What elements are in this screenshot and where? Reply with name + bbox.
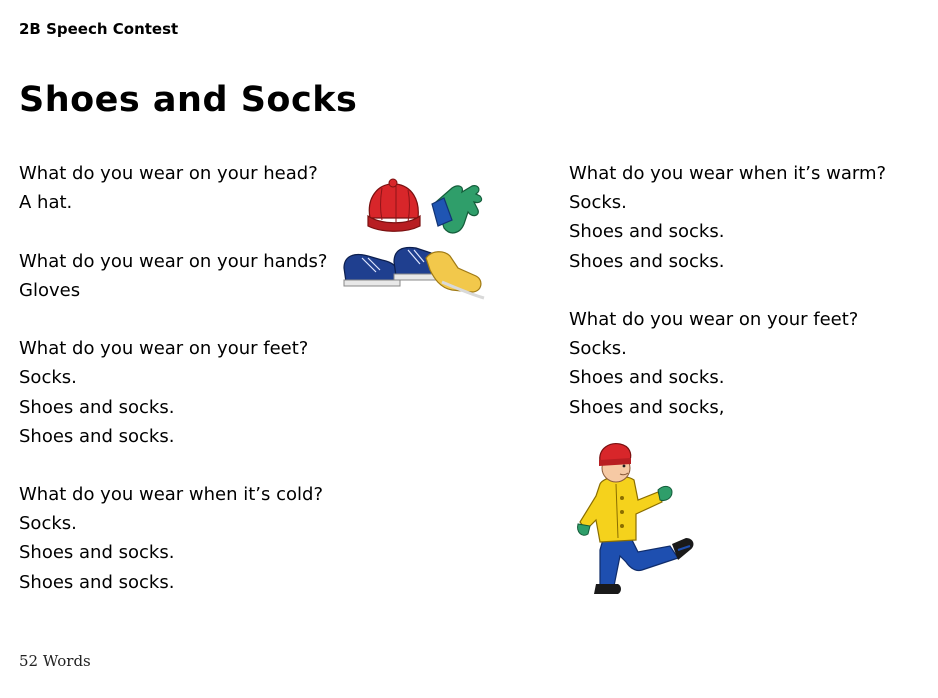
- poem-line: Socks.: [569, 338, 627, 360]
- poem-line: Shoes and socks,: [569, 396, 725, 418]
- clothes-illustration: [340, 176, 490, 304]
- poem-line: What do you wear when it’s warm?: [569, 163, 887, 184]
- poem-line: Socks.: [569, 192, 627, 214]
- stanza: [19, 247, 339, 305]
- poem-right-column: [569, 159, 909, 451]
- poem-line: Shoes and socks.: [569, 367, 725, 389]
- word-count: 52 Words: [19, 652, 91, 670]
- poem-line: A hat.: [19, 192, 73, 214]
- poem-line: What do you wear on your hands?: [19, 250, 328, 272]
- boy-illustration: [574, 440, 704, 600]
- stanza: [569, 305, 909, 422]
- poem-title: Shoes and Socks: [19, 80, 358, 120]
- hat-icon: [599, 444, 631, 466]
- hat-icon: [368, 179, 420, 231]
- sock-icon: [426, 252, 484, 298]
- poem-line: Shoes and socks.: [569, 250, 725, 272]
- stanza: [19, 334, 339, 451]
- poem-line: Shoes and socks.: [569, 221, 725, 243]
- shoe-icon: [344, 248, 442, 286]
- pants-icon: [600, 536, 678, 586]
- stanza: [569, 159, 909, 276]
- stanza: [19, 480, 339, 597]
- poem-line: What do you wear on your feet?: [19, 338, 309, 360]
- poem-line: Socks.: [19, 367, 77, 389]
- poem-line: Shoes and socks.: [19, 571, 175, 593]
- poem-left-column: [19, 159, 339, 626]
- coat-icon: [580, 477, 662, 542]
- poem-line: Shoes and socks.: [19, 396, 175, 418]
- stanza: [19, 159, 339, 217]
- glove-icon: [432, 186, 482, 233]
- poem-line: Gloves: [19, 279, 81, 301]
- poem-line: What do you wear when it’s cold?: [19, 484, 324, 506]
- poem-line: Shoes and socks.: [19, 425, 175, 447]
- poem-line: What do you wear on your feet?: [569, 308, 859, 330]
- contest-header: 2B Speech Contest: [19, 20, 179, 38]
- poem-line: Socks.: [19, 513, 77, 535]
- poem-line: Shoes and socks.: [19, 542, 175, 564]
- poem-line: What do you wear on your head?: [19, 163, 318, 184]
